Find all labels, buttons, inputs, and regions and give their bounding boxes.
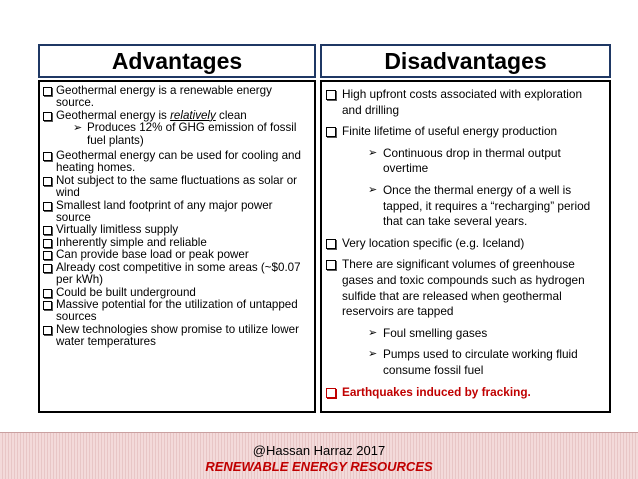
sub-list-item: ➢ Continuous drop in thermal output overtime (368, 145, 561, 176)
footer-author: @Hassan Harraz 2017 (252, 443, 386, 458)
sub-list-item: ➢ Produces 12% of GHG emission of fossil fuel plants) (73, 121, 297, 147)
checkbox-bullet-icon (43, 301, 52, 310)
list-item: Inherently simple and reliable (43, 237, 310, 249)
list-item: Finite lifetime of useful energy production (326, 124, 603, 140)
checkbox-bullet-icon (43, 289, 52, 298)
list-item: There are significant volumes of greenhouse gases and toxic compounds such as hydrogen sulfide that are released when geothermal reservoirs are tapped (326, 257, 603, 319)
list-item: Can provide base load or peak power (43, 249, 310, 261)
list-item: Could be built underground (43, 287, 310, 299)
checkbox-bullet-icon (326, 127, 336, 137)
arrow-bullet-icon: ➢ (368, 326, 378, 339)
advantages-panel (38, 80, 316, 413)
list-item: High upfront costs associated with exploration and drilling (326, 87, 603, 118)
list-item: Massive potential for the utilization of untapped sources (43, 299, 310, 324)
list-item: Geothermal energy is a renewable energy source. (43, 85, 310, 110)
list-item: Geothermal energy is relatively clean (43, 110, 310, 122)
arrow-bullet-icon: ➢ (368, 146, 378, 159)
checkbox-bullet-icon (326, 388, 336, 398)
checkbox-bullet-icon (43, 226, 52, 235)
emphasis-text: relatively (170, 108, 216, 122)
disadvantages-header (320, 44, 611, 78)
list-item: Already cost competitive in some areas (~$0.07 per kWh) (43, 262, 310, 287)
checkbox-bullet-icon (326, 239, 336, 249)
checkbox-bullet-icon (326, 260, 336, 270)
list-item: New technologies show promise to utilize lower water temperatures (43, 324, 310, 349)
sub-list-item: ➢ Pumps used to circulate working fluid consume fossil fuel (368, 347, 578, 377)
sub-list-item: ➢ Foul smelling gases (368, 325, 488, 340)
advantages-header (38, 44, 316, 78)
checkbox-bullet-icon (43, 177, 52, 186)
list-item: Virtually limitless supply (43, 224, 310, 236)
arrow-bullet-icon: ➢ (368, 183, 378, 196)
checkbox-bullet-icon (43, 251, 52, 260)
checkbox-bullet-icon (43, 326, 52, 335)
footer-divider (0, 432, 638, 433)
checkbox-bullet-icon (43, 152, 52, 161)
arrow-bullet-icon: ➢ (368, 348, 378, 361)
checkbox-bullet-icon (326, 90, 336, 100)
list-item-highlight: Earthquakes induced by fracking. (326, 385, 603, 401)
disadvantages-panel (320, 80, 611, 413)
advantages-title: Advantages (111, 47, 243, 74)
arrow-bullet-icon: ➢ (73, 122, 83, 135)
checkbox-bullet-icon (43, 202, 52, 211)
list-item: Not subject to the same fluctuations as solar or wind (43, 175, 310, 200)
list-item: Very location specific (e.g. Iceland) (326, 236, 603, 252)
checkbox-bullet-icon (43, 112, 52, 121)
list-item: Geothermal energy can be used for cooling and heating homes. (43, 150, 310, 175)
list-item: Smallest land footprint of any major power source (43, 200, 310, 225)
checkbox-bullet-icon (43, 87, 52, 96)
disadvantages-title: Disadvantages (384, 47, 547, 74)
checkbox-bullet-icon (43, 239, 52, 248)
sub-list-item: ➢ Once the thermal energy of a well is tapped, it requires a “recharging” period that can take several years. (368, 182, 591, 229)
footer-course-title: RENEWABLE ENERGY RESOURCES (205, 459, 433, 474)
checkbox-bullet-icon (43, 264, 52, 273)
